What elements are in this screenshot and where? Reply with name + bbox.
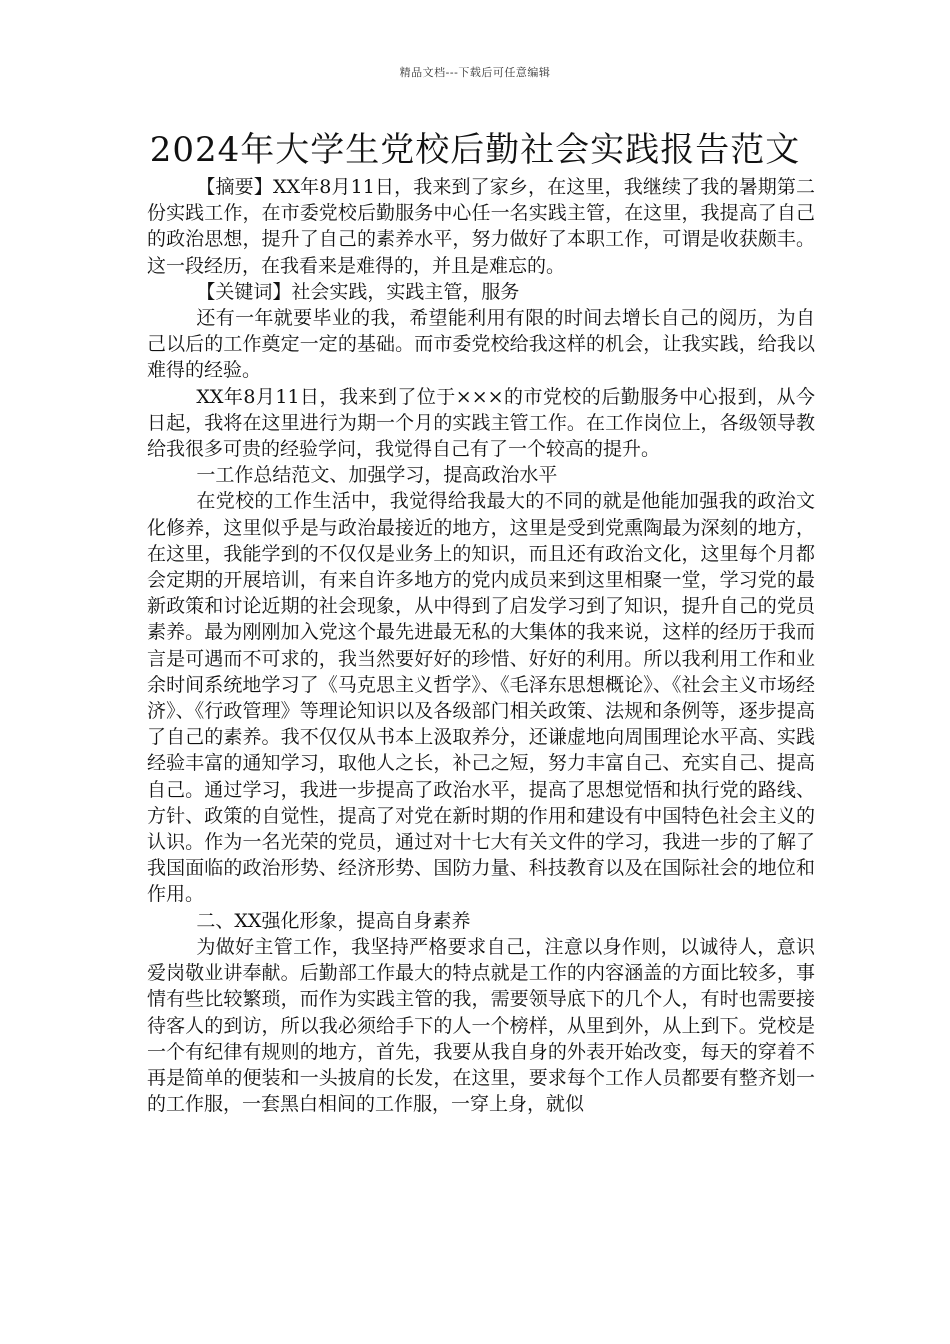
paragraph: 在党校的工作生活中，我觉得给我最大的不同的就是他能加强我的政治文化修养，这里似乎是与政治最接近的地方，这里是受到党熏陶最为深刻的地方，在这里，我能学到的不仅仅是业务上的知识，而且还有政治文化，这里每个月都会定期的开展培训，有来自许多地方的党内成员来到这里相聚一堂，学习党的最新政策和讨论近期的社会现象，从中得到了启发学习到了知识，提升自己的党员素养。最为刚刚加入党这个最先进最无私的大集体的我来说，这样的经历于我而言是可遇而不可求的，我当然要好好的珍惜、好好的利用。所以我利用工作和业余时间系统地学习了《马克思主义哲学》、《毛泽东思想概论》、《社会主义市场经济》、《行政管理》等理论知识以及各级部门相关政策、法规和条例等，逐步提高了自己的素养。我不仅仅从书本上汲取养分，还谦虚地向周围理论水平高、实践经验丰富的通知学习，取他人之长，补己之短，努力丰富自己、充实自己、提高自己。通过学习，我进一步提高了政治水平，提高了思想觉悟和执行党的路线、方针、政策的自觉性，提高了对党在新时期的作用和建设有中国特色社会主义的认识。作为一名光荣的党员，通过对十七大有关文件的学习，我进一步的了解了我国面临的政治形势、经济形势、国防力量、科技教育以及在国际社会的地位和作用。: [147, 490, 815, 906]
document-body: [147, 174, 815, 1117]
paragraph-keywords: 【关键词】社会实践，实践主管，服务: [196, 280, 520, 303]
paragraph: 为做好主管工作，我坚持严格要求自己，注意以身作则，以诚待人，意识爱岗敬业讲奉献。后勤部工作最大的特点就是工作的内容涵盖的方面比较多，事情有些比较繁琐，而作为实践主管的我，需要领导底下的几个人，有时也需要接待客人的到访，所以我必须给手下的人一个榜样，从里到外，从上到下。党校是一个有纪律有规则的地方，首先，我要从我自身的外表开始改变，每天的穿着不再是简单的便装和一头披肩的长发，在这里，要求每个工作人员都要有整齐划一的工作服，一套黑白相间的工作服，一穿上身，就似: [147, 935, 815, 1116]
paragraph: XX年8月11日，我来到了位于×××的市党校的后勤服务中心报到，从今日起，我将在这里进行为期一个月的实践主管工作。在工作岗位上，各级领导教给我很多可贵的经验学问，我觉得自己有了一个较高的提升。: [147, 385, 815, 461]
section-heading-2: 二、XX强化形象，提高自身素养: [196, 909, 471, 932]
paragraph: 还有一年就要毕业的我，希望能利用有限的时间去增长自己的阅历，为自己以后的工作奠定一定的基础。而市委党校给我这样的机会，让我实践，给我以难得的经验。: [147, 307, 815, 382]
document-title: 2024年大学生党校后勤社会实践报告范文: [149, 130, 801, 170]
section-heading-1: 一工作总结范文、加强学习，提高政治水平: [196, 464, 558, 487]
header-note: 精品文档---下载后可任意编辑: [399, 66, 551, 79]
paragraph-abstract: 【摘要】XX年8月11日，我来到了家乡，在这里，我继续了我的暑期第二份实践工作，在市委党校后勤服务中心任一名实践主管，在这里，我提高了自己的政治思想，提升了自己的素养水平，努力做好了本职工作，可谓是收获颇丰。这一段经历，在我看来是难得的，并且是难忘的。: [147, 176, 815, 277]
